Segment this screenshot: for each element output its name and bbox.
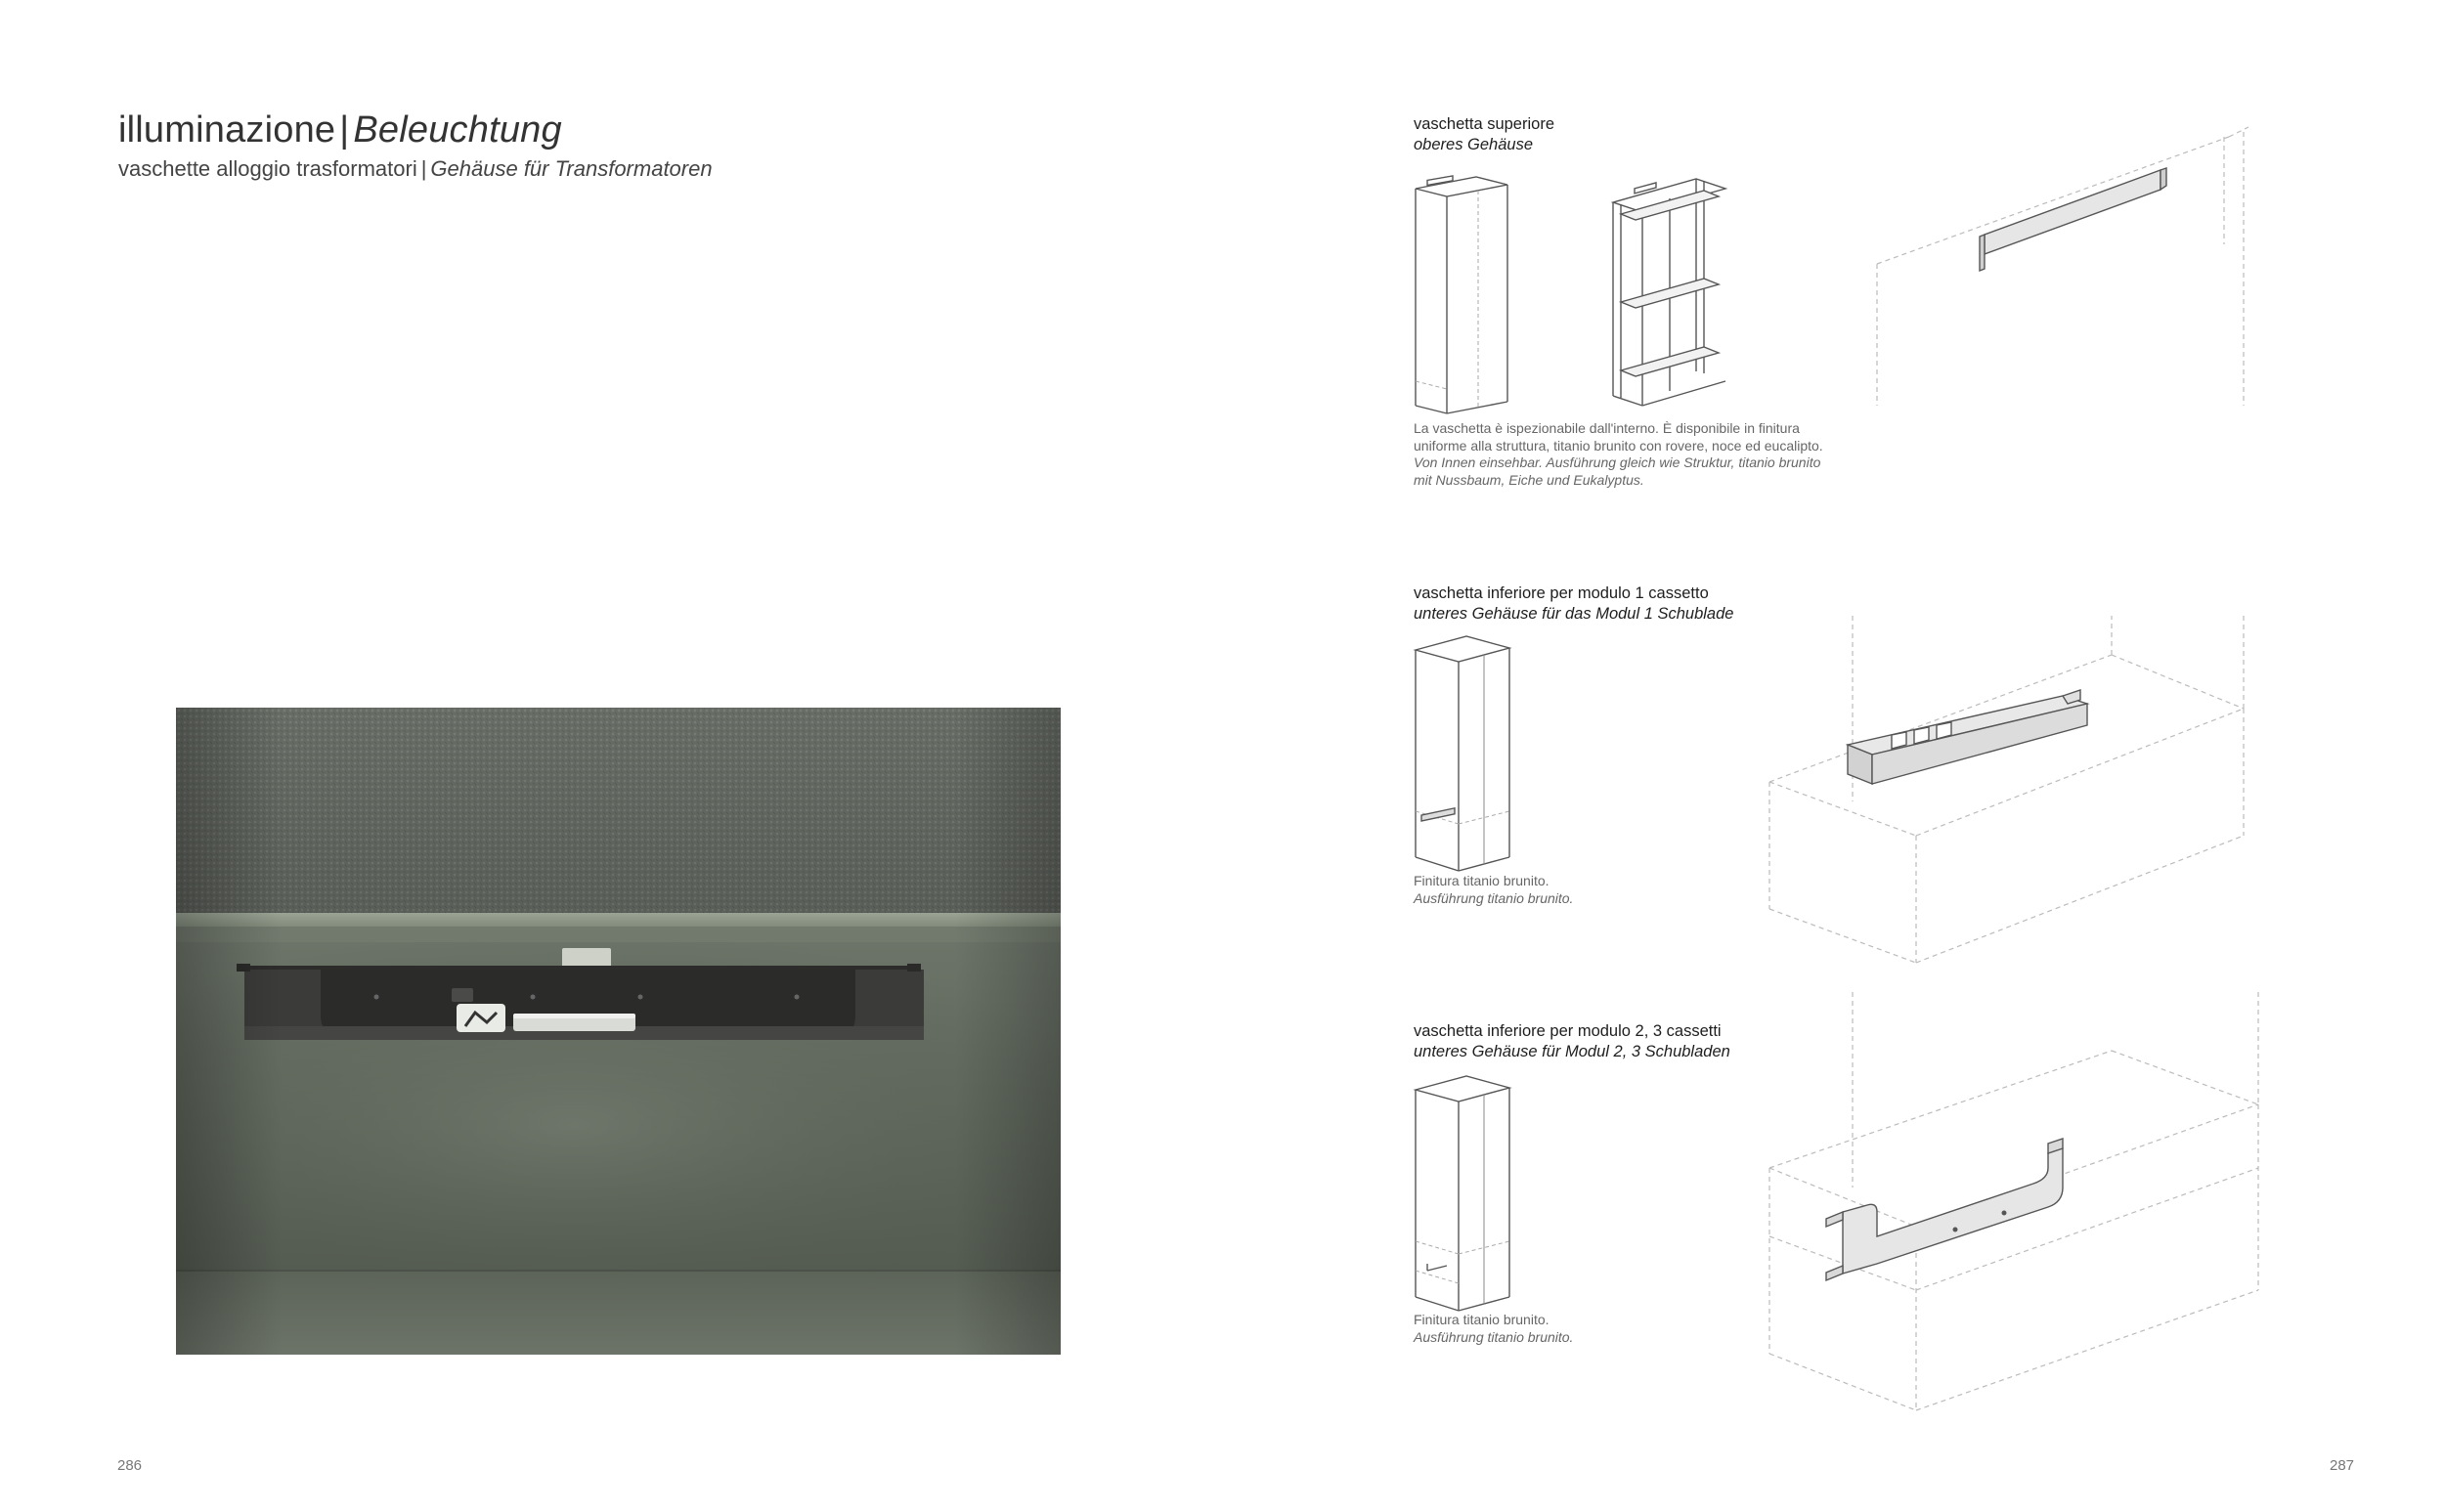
section-title-german: unteres Gehäuse für das Modul 1 Schublade: [1414, 605, 1734, 623]
subtitle-italian: vaschette alloggio trasformatori: [118, 156, 417, 181]
section-title-german: unteres Gehäuse für Modul 2, 3 Schubladen: [1414, 1043, 1730, 1060]
section-title-italian: vaschetta superiore: [1414, 115, 1554, 133]
page-title: [118, 109, 562, 151]
closed-cabinet-drawing: [1416, 176, 1507, 413]
product-photo: [176, 708, 1061, 1355]
section-description-upper: [1414, 420, 1834, 489]
lower-1-tray-part: [1848, 690, 2087, 784]
subtitle-german: Gehäuse für Transformatoren: [430, 156, 713, 181]
section-title-upper: [1414, 114, 1554, 155]
title-italian: illuminazione: [118, 109, 336, 151]
lower-2-3-cabinet-drawing: [1408, 1070, 1525, 1315]
upper-tray-part: [1980, 168, 2166, 271]
lower-2-3-tray-part: [1826, 1139, 2063, 1280]
subtitle-separator: |: [420, 156, 427, 181]
section-title-italian: vaschetta inferiore per modulo 2, 3 cassetti: [1414, 1022, 1722, 1040]
description-german: Ausführung titanio brunito.: [1414, 889, 1574, 906]
description-italian: Finitura titanio brunito.: [1414, 1312, 1549, 1327]
lower-2-3-tray-detail-drawing: [1769, 992, 2263, 1412]
section-title-german: oberes Gehäuse: [1414, 136, 1534, 153]
section-title-lower-2-3: [1414, 1021, 1730, 1062]
page-number-left: 286: [117, 1457, 143, 1474]
photo-illustration: [176, 708, 1061, 1355]
title-separator: |: [339, 109, 350, 151]
upper-tray-cabinet-drawings: [1408, 171, 1818, 415]
open-cabinet-drawing: [1613, 179, 1725, 406]
section-description-lower-2-3: [1414, 1312, 1834, 1346]
description-italian: La vaschetta è ispezionabile dall'interno. È disponibile in finitura uniforme alla struttura, titanio brunito con rovere, noce ed eucalipto.: [1414, 420, 1823, 454]
title-german: Beleuchtung: [353, 109, 562, 151]
upper-tray-detail-drawing: [1877, 127, 2268, 420]
page-subtitle: [118, 156, 713, 182]
description-italian: Finitura titanio brunito.: [1414, 873, 1549, 888]
lower-1-tray-detail-drawing: [1769, 616, 2258, 968]
section-title-italian: vaschetta inferiore per modulo 1 cassetto: [1414, 584, 1709, 602]
description-german: Von Innen einsehbar. Ausführung gleich wie Struktur, titanio brunito mit Nussbaum, Eiche und Eukalyptus.: [1414, 454, 1821, 488]
section-description-lower-1: [1414, 873, 1834, 907]
page-number-right: 287: [2330, 1457, 2355, 1474]
description-german: Ausführung titanio brunito.: [1414, 1328, 1574, 1345]
section-title-lower-1: [1414, 583, 1733, 625]
lower-1-cabinet-drawing: [1408, 630, 1525, 875]
